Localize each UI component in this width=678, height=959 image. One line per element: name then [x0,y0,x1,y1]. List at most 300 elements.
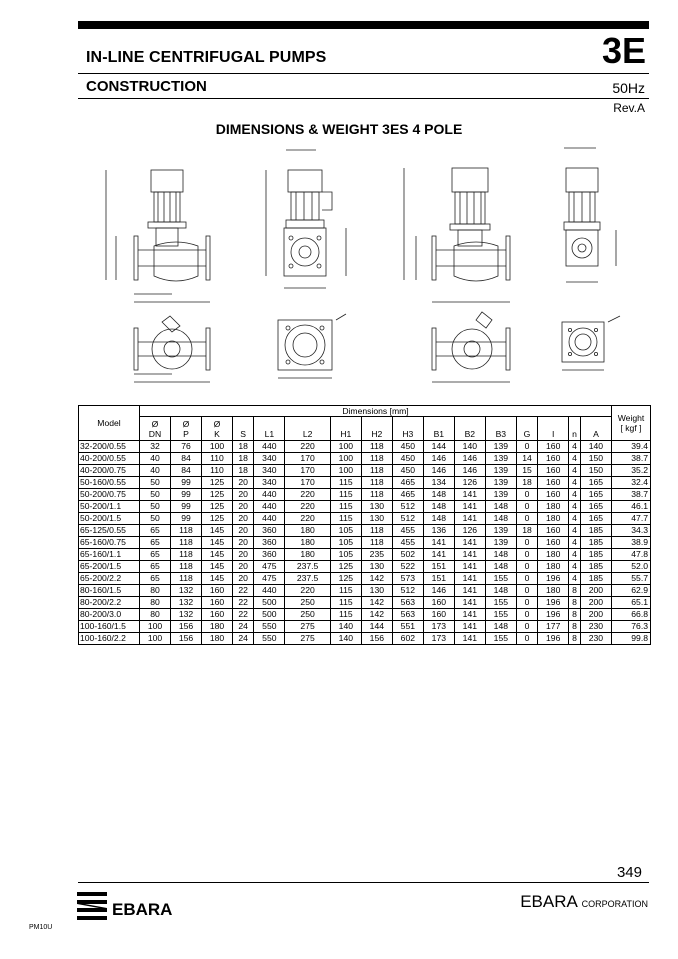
dimension-cell: 139 [485,441,516,453]
dimension-cell: 8 [569,609,581,621]
model-cell: 32-200/0.55 [79,441,140,453]
table-row [79,501,651,513]
dimension-cell: 22 [233,609,254,621]
dimension-cell: 20 [233,561,254,573]
dimension-cell: 151 [423,561,454,573]
dimension-cell: 134 [423,477,454,489]
weight-cell: 34.3 [612,525,651,537]
dimension-cell: 50 [140,477,171,489]
col-header: H2 [361,417,392,441]
top-bar [78,21,649,29]
dimension-cell: 173 [423,621,454,633]
dimension-cell: 132 [171,585,202,597]
dimension-cell: 144 [423,441,454,453]
dimension-cell: 440 [254,585,285,597]
dimension-cell: 155 [485,597,516,609]
dimension-cell: 563 [392,597,423,609]
dimension-cell: 125 [202,513,233,525]
dimension-cell: 146 [423,465,454,477]
dimension-cell: 275 [285,633,331,645]
model-cell: 100-160/2.2 [79,633,140,645]
dimension-cell: 136 [423,525,454,537]
dimension-cell: 196 [538,573,569,585]
dimension-cell: 155 [485,633,516,645]
dimension-cell: 180 [538,549,569,561]
dimension-cell: 65 [140,537,171,549]
table-body [79,441,651,645]
weight-cell: 76.3 [612,621,651,633]
dimension-cell: 130 [361,561,392,573]
dimension-cell: 142 [361,573,392,585]
weight-cell: 66.8 [612,609,651,621]
dimension-cell: 118 [361,465,392,477]
table-row [79,585,651,597]
dimension-cell: 160 [423,597,454,609]
model-cell: 50-200/0.75 [79,489,140,501]
dimension-cell: 230 [580,633,611,645]
dimension-cell: 100 [330,453,361,465]
dimension-cell: 250 [285,597,331,609]
dimension-cell: 105 [330,537,361,549]
dimension-cell: 522 [392,561,423,573]
weight-cell: 52.0 [612,561,651,573]
dimension-cell: 76 [171,441,202,453]
pump-front-view-drawing [266,150,346,288]
dimension-cell: 140 [330,633,361,645]
table-row [79,573,651,585]
table-header-row [79,406,651,417]
dimension-cell: 550 [254,633,285,645]
page-number: 349 [616,864,642,881]
table-header-row [79,417,651,441]
dimension-cell: 99 [171,489,202,501]
dimension-cell: 512 [392,513,423,525]
dimension-cell: 551 [392,621,423,633]
col-header: I [538,417,569,441]
dimension-cell: 200 [580,585,611,597]
dimension-cell: 156 [171,621,202,633]
model-cell: 65-160/0.75 [79,537,140,549]
col-header-dn: Ø DN [140,417,171,441]
dimension-cell: 230 [580,621,611,633]
product-code: 3E [601,30,646,71]
model-cell: 40-200/0.55 [79,453,140,465]
table-row [79,549,651,561]
dimension-cell: 4 [569,549,581,561]
dimension-cell: 0 [516,537,537,549]
dimension-cell: 160 [202,609,233,621]
dimension-cell: 0 [516,549,537,561]
dimension-cell: 145 [202,573,233,585]
dimension-cell: 160 [202,597,233,609]
dimension-cell: 4 [569,525,581,537]
weight-cell: 35.2 [612,465,651,477]
dimension-cell: 475 [254,561,285,573]
dimension-cell: 140 [454,441,485,453]
dimension-cell: 180 [285,525,331,537]
dimension-cell: 115 [330,609,361,621]
dimension-cell: 32 [140,441,171,453]
dimension-cell: 100 [330,441,361,453]
dimension-cell: 440 [254,441,285,453]
dimension-cell: 440 [254,489,285,501]
dimension-cell: 196 [538,597,569,609]
dimension-cell: 20 [233,477,254,489]
dimension-cell: 0 [516,513,537,525]
dimension-cell: 100 [140,621,171,633]
dimension-cell: 118 [361,441,392,453]
dimension-cell: 160 [202,585,233,597]
dimension-cell: 20 [233,537,254,549]
dimension-cell: 146 [454,453,485,465]
dimension-cell: 180 [538,585,569,597]
dimension-cell: 160 [538,489,569,501]
dimension-cell: 450 [392,465,423,477]
dimension-cell: 150 [580,465,611,477]
dimension-cell: 550 [254,621,285,633]
dimension-cell: 139 [485,537,516,549]
dimension-cell: 0 [516,489,537,501]
dimension-cell: 180 [538,561,569,573]
revision-label: Rev.A [613,101,645,115]
dimension-cell: 155 [485,573,516,585]
dimension-cell: 80 [140,597,171,609]
frequency-label: 50Hz [612,80,645,96]
weight-cell: 47.7 [612,513,651,525]
dimension-cell: 573 [392,573,423,585]
model-cell: 80-160/1.5 [79,585,140,597]
dimension-cell: 177 [538,621,569,633]
dimension-cell: 141 [454,597,485,609]
dimension-cell: 148 [485,585,516,597]
dimension-cell: 4 [569,573,581,585]
dimension-cell: 173 [423,633,454,645]
dimension-cell: 141 [454,609,485,621]
dimension-cell: 141 [454,633,485,645]
dimension-cell: 165 [580,513,611,525]
dimension-cell: 151 [423,573,454,585]
dimension-cell: 40 [140,453,171,465]
dimension-cell: 340 [254,465,285,477]
dimension-cell: 220 [285,585,331,597]
weight-unit: [ kgf ] [620,423,642,433]
dimension-cell: 465 [392,489,423,501]
dimension-cell: 145 [202,561,233,573]
col-header: L2 [285,417,331,441]
dimension-cell: 139 [485,477,516,489]
dimension-cell: 100 [140,633,171,645]
model-cell: 100-160/1.5 [79,621,140,633]
pump-front-view-drawing [564,148,616,282]
dimension-cell: 15 [516,465,537,477]
dimension-cell: 105 [330,549,361,561]
dimension-cell: 65 [140,573,171,585]
dimension-cell: 455 [392,537,423,549]
dimension-cell: 4 [569,465,581,477]
dimension-cell: 24 [233,633,254,645]
col-header: H3 [392,417,423,441]
dimension-cell: 22 [233,585,254,597]
dimension-cell: 8 [569,633,581,645]
section-title: CONSTRUCTION [86,78,207,95]
dimension-cell: 141 [454,513,485,525]
dimension-cell: 14 [516,453,537,465]
dimension-cell: 465 [392,477,423,489]
dimension-cell: 4 [569,561,581,573]
dimension-cell: 142 [361,609,392,621]
dimension-cell: 125 [330,573,361,585]
dimension-cell: 360 [254,525,285,537]
dimension-cell: 0 [516,441,537,453]
model-cell: 65-125/0.55 [79,525,140,537]
dimension-cell: 115 [330,597,361,609]
dimension-cell: 0 [516,573,537,585]
col-header-p: Ø P [171,417,202,441]
dimension-cell: 20 [233,525,254,537]
dimension-cell: 155 [485,609,516,621]
col-header: B1 [423,417,454,441]
dimension-cell: 0 [516,621,537,633]
dimension-cell: 237.5 [285,573,331,585]
dimension-cell: 146 [423,453,454,465]
dimension-cell: 602 [392,633,423,645]
dimension-cell: 156 [361,633,392,645]
dimension-cell: 24 [233,621,254,633]
dimension-cell: 140 [580,441,611,453]
dimension-cell: 237.5 [285,561,331,573]
dimension-cell: 144 [361,621,392,633]
dimension-cell: 80 [140,585,171,597]
dimension-cell: 160 [538,441,569,453]
dimension-cell: 340 [254,477,285,489]
dimension-cell: 502 [392,549,423,561]
dimensions-header: Dimensions [mm] [140,406,612,417]
dimension-cell: 118 [361,477,392,489]
dimension-cell: 118 [171,573,202,585]
dimension-cell: 0 [516,501,537,513]
dimension-cell: 4 [569,513,581,525]
table-row [79,525,651,537]
ebara-logo [77,890,189,924]
dimension-cell: 148 [485,621,516,633]
dimension-cell: 450 [392,441,423,453]
dimension-cell: 180 [202,621,233,633]
dimension-cell: 125 [330,561,361,573]
dimension-cell: 220 [285,501,331,513]
dimension-cell: 18 [233,453,254,465]
col-header: A [580,417,611,441]
dimension-cell: 141 [454,561,485,573]
dimension-cell: 160 [538,465,569,477]
dimension-cell: 141 [454,537,485,549]
dimension-cell: 165 [580,501,611,513]
dimension-cell: 185 [580,525,611,537]
dimension-cell: 18 [233,441,254,453]
dimension-cell: 110 [202,465,233,477]
dimension-cell: 563 [392,609,423,621]
logo-text: EBARA [112,900,173,919]
pump-plan-view-drawing [134,316,210,382]
dimension-cell: 196 [538,633,569,645]
dimension-cell: 220 [285,441,331,453]
divider [78,98,649,99]
table-row [79,453,651,465]
dimension-cell: 156 [171,633,202,645]
dimension-cell: 20 [233,501,254,513]
model-cell: 50-200/1.5 [79,513,140,525]
col-header: S [233,417,254,441]
dimension-cell: 132 [171,609,202,621]
table-row [79,489,651,501]
dimension-cell: 220 [285,513,331,525]
dimension-cell: 142 [361,597,392,609]
dimension-cell: 118 [361,525,392,537]
dimension-cell: 145 [202,549,233,561]
dimension-cell: 0 [516,633,537,645]
dimension-cell: 8 [569,597,581,609]
table-row [79,561,651,573]
dimension-cell: 65 [140,549,171,561]
dimension-cell: 18 [516,525,537,537]
dimension-cell: 180 [285,537,331,549]
section-heading: DIMENSIONS & WEIGHT 3ES 4 POLE [215,121,463,137]
dimension-cell: 185 [580,537,611,549]
flange-detail-drawing [562,316,620,370]
col-header: B2 [454,417,485,441]
dimension-cell: 200 [580,597,611,609]
dimension-cell: 148 [423,501,454,513]
dimension-cell: 165 [580,489,611,501]
dimension-cell: 148 [485,561,516,573]
divider [78,882,649,883]
dimension-cell: 126 [454,525,485,537]
dimension-cell: 132 [171,597,202,609]
dimension-cell: 160 [538,537,569,549]
dimension-cell: 141 [454,573,485,585]
model-cell: 80-200/2.2 [79,597,140,609]
dimension-cell: 145 [202,525,233,537]
table-row [79,537,651,549]
pump-side-view-drawing [404,168,510,302]
col-header: H1 [330,417,361,441]
dimension-cell: 170 [285,477,331,489]
dimension-cell: 118 [171,549,202,561]
weight-header [612,406,651,441]
dimension-cell: 125 [202,477,233,489]
dimension-cell: 139 [485,465,516,477]
table-row [79,609,651,621]
dimension-cell: 20 [233,513,254,525]
weight-cell: 99.8 [612,633,651,645]
dimension-cell: 118 [171,525,202,537]
dimension-cell: 512 [392,585,423,597]
dimension-cell: 170 [285,465,331,477]
dimension-cell: 125 [202,501,233,513]
dimension-cell: 118 [361,453,392,465]
dimension-cell: 512 [392,501,423,513]
dimension-cell: 146 [454,465,485,477]
weight-cell: 65.1 [612,597,651,609]
model-cell: 65-200/1.5 [79,561,140,573]
dimension-cell: 130 [361,513,392,525]
dimension-cell: 20 [233,549,254,561]
dimension-cell: 118 [361,537,392,549]
weight-cell: 46.1 [612,501,651,513]
dimension-cell: 100 [202,441,233,453]
dimension-cell: 150 [580,453,611,465]
dimension-cell: 126 [454,477,485,489]
document-code: PM10U [29,924,53,931]
dimension-cell: 99 [171,513,202,525]
table-row [79,513,651,525]
dimension-cell: 22 [233,597,254,609]
dimension-cell: 160 [538,525,569,537]
table-row [79,597,651,609]
weight-label: Weight [617,413,645,423]
dimension-cell: 455 [392,525,423,537]
flange-detail-drawing [278,314,346,378]
dimension-cell: 20 [233,489,254,501]
dimension-cell: 185 [580,561,611,573]
dimension-cell: 115 [330,513,361,525]
dimension-cell: 165 [580,477,611,489]
weight-cell: 32.4 [612,477,651,489]
dimension-cell: 4 [569,477,581,489]
dimension-cell: 160 [423,609,454,621]
table-row [79,465,651,477]
dimension-cell: 139 [485,489,516,501]
dimension-cell: 8 [569,585,581,597]
dimension-cell: 20 [233,573,254,585]
dimension-cell: 440 [254,513,285,525]
dimension-cell: 160 [538,453,569,465]
dimensions-weight-table [78,405,651,645]
dimension-cell: 0 [516,585,537,597]
dimension-cell: 115 [330,477,361,489]
dimension-cell: 146 [423,585,454,597]
dimension-cell: 130 [361,585,392,597]
dimension-cell: 118 [171,537,202,549]
model-cell: 50-200/1.1 [79,501,140,513]
dimension-cell: 105 [330,525,361,537]
dimension-cell: 118 [171,561,202,573]
dimension-cell: 4 [569,441,581,453]
dimension-cell: 139 [485,525,516,537]
weight-cell: 62.9 [612,585,651,597]
dimension-cell: 100 [330,465,361,477]
dimension-cell: 65 [140,525,171,537]
pump-side-view-drawing [106,170,210,302]
dimension-cell: 4 [569,501,581,513]
dimension-cell: 115 [330,585,361,597]
dimension-cell: 84 [171,465,202,477]
table-row [79,621,651,633]
pump-dimension-drawings [76,142,650,404]
dimension-cell: 99 [171,501,202,513]
divider [78,73,649,74]
dimension-cell: 118 [361,489,392,501]
dimension-cell: 65 [140,561,171,573]
dimension-cell: 450 [392,453,423,465]
weight-cell: 39.4 [612,441,651,453]
dimension-cell: 185 [580,573,611,585]
dimension-cell: 50 [140,513,171,525]
dimension-cell: 115 [330,501,361,513]
table-row [79,477,651,489]
dimension-cell: 275 [285,621,331,633]
dimension-cell: 125 [202,489,233,501]
dimension-cell: 180 [202,633,233,645]
